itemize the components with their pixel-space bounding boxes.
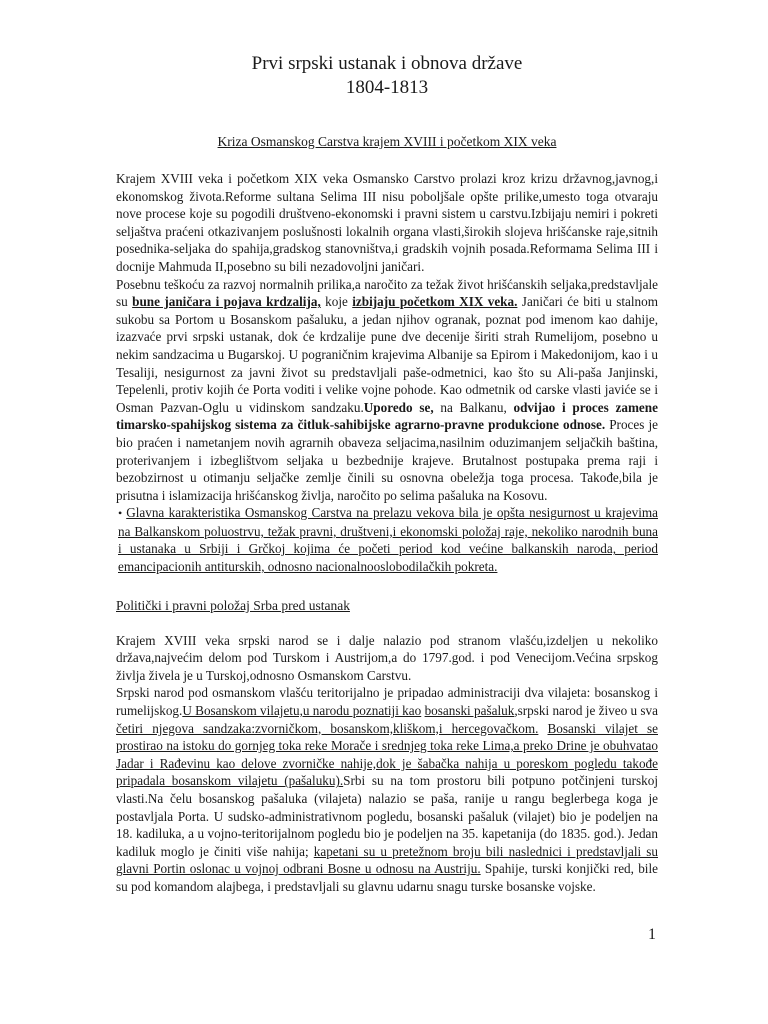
text-run: Posebnu teškoću za razvoj normalnih prilika,a naročito za težak život hrišćanskih seljaka,predstavljale su — [116, 276, 658, 310]
text-run: Proces je bio praćen i nametanjem novih agrarnih obaveza seljacima,nasilnim oduzimanjem seljačkih baština, proterivanjem i izbeglištvom seljaka u bezbednije krajeve. Brutalnost postupaka prema raji i bezobzirnost u otimanju seljačke zemlje činili su osnovna obeležja toga procesa. Takođe,bila je prisutna i islamizacija hrišćanskog življa, naročito po selima pašaluka na Kosovu. — [116, 417, 658, 503]
emphasis-run: bune janičara i pojava krdzalija, — [132, 294, 321, 310]
underlined-run: kapetani su u pretežnom broju bili naslednici i predstavljali su glavni Portin oslonac u vojnoj odbrani Bosne u odnosu na Austriju. — [116, 843, 658, 877]
emphasis-run: izbijaju početkom XIX veka. — [352, 294, 518, 310]
paragraph-serbs-intro: Krajem XVIII veka srpski narod se i dalje nalazio pod stranom vlašću,izdeljen u nekoliko država,najvećim delom pod Turskom i Austrijom,a do 1797.god. i pod Venecijom.Većina srpskog življa živela je u Turskoj,odnosno Osmanskom Carstvu. — [116, 632, 658, 683]
bold-run: odvijao i proces zamene timarsko-spahijskog sistema za čitluk-sahibijske agrarno-pravne produkcione odnose. — [116, 399, 658, 433]
bullet-summary — [116, 504, 658, 575]
text-run: Srbi su na tom prostoru bili potpuno potčinjeni turskoj vlasti.Na čelu bosanskog pašaluka (vilajeta) nalazio se paša, ranije u rangu beglerbega koga je postavljala Porta. U sudsko-administrativnom pogledu, bosanski pašaluk (vilajet) bio je podeljen na 18. kadiluka, a u vojno-teritorijalnom pogledu bio je podeljen na 35. kapetanija (do 1835. god.). Jedan kadiluk moglo je činiti više nahija; — [116, 773, 658, 859]
title-line-2: 1804-1813 — [345, 77, 429, 98]
document-title — [116, 52, 658, 100]
title-line-1: Prvi srpski ustanak i obnova države — [251, 53, 523, 74]
page-number: 1 — [648, 926, 656, 943]
text-run: Spahije, turski konjički red, bile su pod komandom alajbega, i predstavljali su glavnu udarnu snagu turske bosanske vojske. — [116, 861, 658, 894]
section-heading-serbs: Politički i pravni položaj Srba pred ustanak — [116, 597, 350, 613]
underlined-run: bosanski pašaluk — [424, 703, 515, 719]
text-run: na Balkanu, — [433, 399, 514, 415]
paragraph-bosnian-pashalik — [116, 684, 658, 895]
underlined-run: četiri njegova sandzaka:zvorničkom, bosanskom,kliškom,i hercegovačkom. — [116, 720, 539, 736]
text-run: ,srpski narod je živeo u sva — [514, 703, 659, 719]
text-run — [538, 721, 547, 736]
underlined-run: Bosanski vilajet se prostirao na istoku do gornjeg toka reke Morače i srednjeg toka reke Lima,a preko Drine je obuhvatao Jadar i Rađevinu kao delove zvorničke nahije,dok je šabačka nahija u poreskom pogledu takođe pripadala bosanskom vilajetu (pašaluku). — [116, 720, 658, 789]
underlined-run: U Bosanskom vilajetu,u narodu poznatiji kao — [182, 703, 422, 719]
paragraph-janissaries — [116, 276, 658, 505]
text-run: Janičari će biti u stalnom sukobu sa Portom u Bosanskom pašaluku, a jedan njihov ogranak, poznat pod imenom kao dahije, izazvaće prvi srpski ustanak, dok će krdzalije pune dve decenije širiti strah Rumelijom, posebno u nekim sandzacima u Bugarskoj. U pograničnim krajevima Albanije sa Epirom i Makedonijom, kao i u Tesaliji, nesigurnost za javni život su predstavljali paše-odmetnici, kao što su Ali-paša Janjinski, Tepelenli, protiv kojih će Porta voditi i velike vojne pohode. Kao odmetnik od carske vlasti javiće se i Osman Pazvan-Oglu u vidinskom sandzaku. — [116, 294, 658, 415]
paragraph-crisis-intro: Krajem XVIII veka i početkom XIX veka Osmansko Carstvo prolazi kroz krizu državnog,javnog,i ekonomskog života.Reforme sultana Selima III nisu poboljšale opšte prilike,umesto toga otvaraju nove procese koje su pogodili društveno-ekonomski i pravni sistem u carstvu.Izbijaju nemiri i pokreti seljaštva praćeni otkazivanjem poslušnosti lokalnih organa vlasti,širokih slojeva hrišćanske raje,sitnih posednika-seljaka do spahija,gradskog stanovništva,i gradskih vojnih posada.Reformama Selima III i docnije Mahmuda II,posebno su bili nezadovoljni janičari. — [116, 171, 658, 274]
bold-run: Uporedo se, — [363, 399, 434, 415]
text-run: Srpski narod pod osmanskom vlašću teritorijalno je pripadao administraciji dva vilajeta: bosanskog i rumelijskog. — [116, 685, 658, 719]
bullet-text: Glavna karakteristika Osmanskog Carstva na prelazu vekova bila je opšta nesigurnost u krajevima na Balkanskom poluostrvu, težak pravni, društveni,i ekonomski položaj raje, nekoliko narodnih buna i ustanaka u Srbiji i Grčkoj kojima će početi period kod većine balkanskih naroda, period emancipacionih antiturskih, odnosno nacionalnooslobodilačkih pokreta. — [118, 505, 658, 575]
section-heading-crisis: Kriza Osmanskog Carstva krajem XVIII i početkom XIX veka — [217, 134, 557, 149]
text-run: koje — [320, 294, 353, 310]
bullet-icon: • — [118, 506, 123, 521]
